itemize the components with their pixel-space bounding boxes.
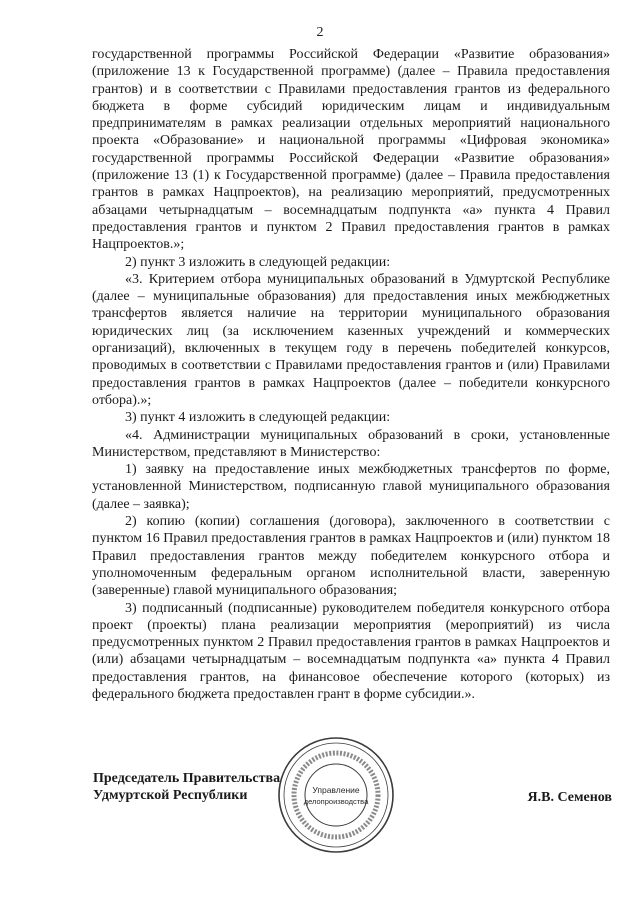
- paragraph-subitem-1: 1) заявку на предоставление иных межбюджетных трансфертов по форме, установленной Министерством, подписанную главой муниципального образования (далее – заявка);: [92, 462, 610, 512]
- paragraph-subitem-2: 2) копию (копии) соглашения (договора), заключенного в соответствии с пунктом 16 Правил предоставления грантов в рамках Нацпроектов и (или) пунктом 18 Правил предоставления грантов между победителем конкурсного отбора и уполномоченным федеральным органом исполнительной власти, заверенную (заверенные) главой муниципального образования;: [92, 514, 610, 599]
- page-number: 2: [316, 25, 324, 40]
- paragraph-point-3: «3. Критерием отбора муниципальных образований в Удмуртской Республике (далее – муниципальные образования) для предоставления иных межбюджетных трансфертов является наличие на территории муниципального образования юридических лиц (за исключением казенных учреждений и коммерческих организаций), включенных в текущем году в перечень победителей конкурсов, проводимых в соответствии с Правилами предоставления грантов и (или) Правилами предоставления грантов в рамках Нацпроектов (далее – победители конкурсного отбора).»;: [92, 271, 610, 408]
- stamp-text-line1: Управление: [312, 785, 360, 795]
- signature-position: [93, 770, 280, 804]
- paragraph-continuation: государственной программы Российской Федерации «Развитие образования» (приложение 13 к Государственной программе) (далее – Правила предоставления грантов) и в соответствии с Правилами предоставления грантов из федерального бюджета в форме субсидий юридическим лицам и индивидуальным предпринимателям в рамках реализации отдельных мероприятий национального проекта «Образование» и национальной программы «Цифровая экономика» государственной программы Российской Федерации «Развитие образования» (приложение 13 (1) к Государственной программе) (далее – Правила предоставления грантов в рамках Нацпроектов), на реализацию мероприятий, предусмотренных абзацами четырнадцатым – восемнадцатым подпункта «а» пункта 4 Правил предоставления грантов и пунктом 2 Правил предоставления грантов в рамках Нацпроектов.»;: [92, 47, 610, 253]
- signature-position-line2: Удмуртской Республики: [93, 788, 248, 803]
- paragraph-subitem-3: 3) подписанный (подписанные) руководителем победителя конкурсного отбора проект (проекты) плана реализации мероприятия (мероприятий) из числа предусмотренных пунктом 2 Правил предоставления грантов в рамках Нацпроектов и (или) абзацами четырнадцатым – восемнадцатым подпункта «а» пункта 4 Правил предоставления грантов, на финансовое обеспечение которого (которых) из федерального бюджета предоставлен грант в форме субсидии.».: [92, 600, 610, 702]
- paragraph-point-4: «4. Администрации муниципальных образований в сроки, установленные Министерством, представляют в Министерство:: [92, 427, 610, 460]
- document-body: [92, 46, 610, 703]
- paragraph-item-2: 2) пункт 3 изложить в следующей редакции:: [125, 254, 391, 270]
- signature-name: Я.В. Семенов: [527, 790, 612, 805]
- paragraph-item-3: 3) пункт 4 изложить в следующей редакции:: [125, 410, 391, 426]
- stamp-text-line2: делопроизводства: [303, 797, 369, 806]
- signature-position-line1: Председатель Правительства: [93, 771, 281, 786]
- official-stamp: [276, 735, 396, 855]
